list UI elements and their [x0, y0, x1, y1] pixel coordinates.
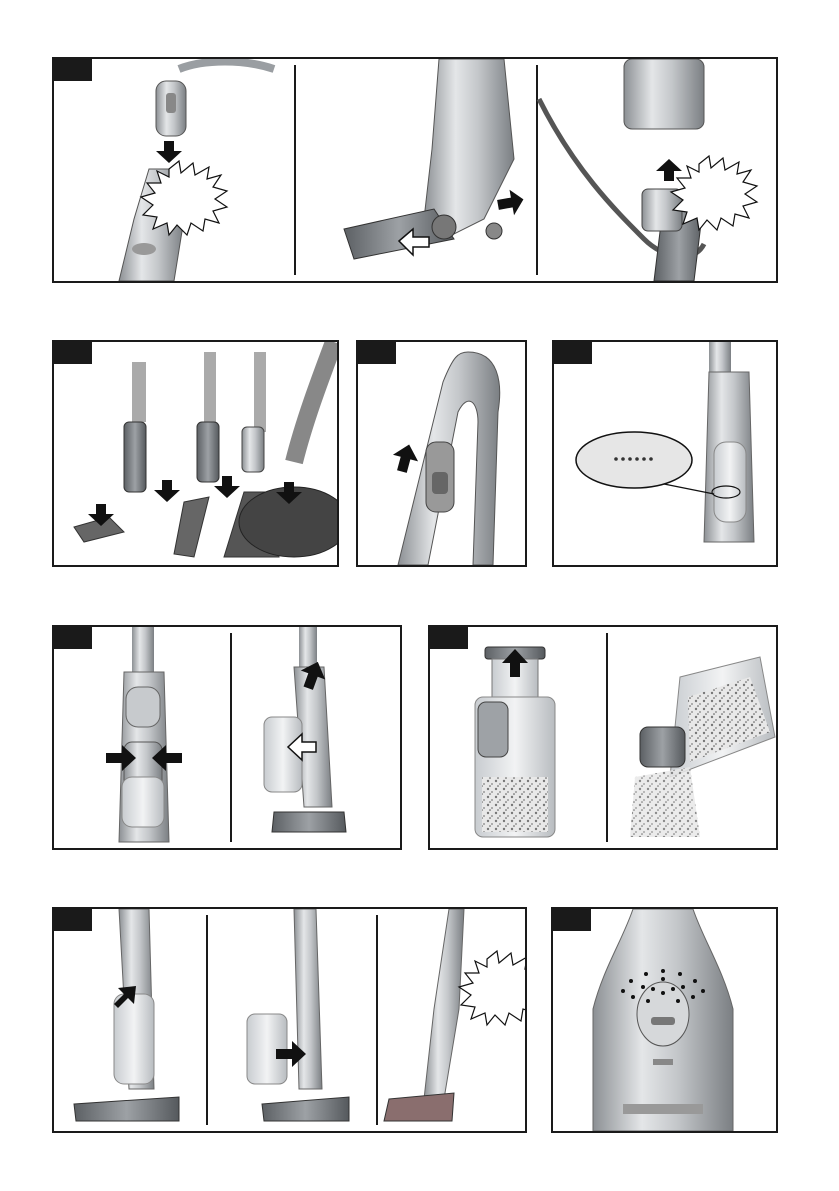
- figure-8-panel: [551, 907, 778, 1133]
- vacuum-body-illustration: [119, 627, 169, 842]
- figure-4-illustration: [554, 342, 776, 565]
- accessories-illustration: [74, 342, 337, 557]
- figure-1-panel: [52, 57, 778, 283]
- arrow-icon: [156, 141, 182, 163]
- arrow-icon: [154, 480, 180, 502]
- figure-4-panel: [552, 340, 778, 567]
- figure-5-illustration: [54, 627, 400, 848]
- click-burst-icon: [459, 951, 525, 1025]
- magnifier-callout: [576, 432, 714, 494]
- arrow-icon: [389, 441, 421, 475]
- figure-3-illustration: [358, 342, 525, 565]
- vacuum-illustration: [247, 909, 349, 1121]
- empty-container-illustration: [630, 657, 775, 837]
- figure-7-illustration: [54, 909, 525, 1131]
- handle-tube-illustration: [119, 62, 274, 282]
- vacuum-closeup-illustration: [593, 909, 733, 1131]
- figure-5-panel: [52, 625, 402, 850]
- vacuum-open-illustration: [264, 627, 346, 832]
- figure-1-illustration: [54, 59, 776, 281]
- figure-2-panel: [52, 340, 339, 567]
- arrow-icon: [496, 188, 526, 218]
- vacuum-body-illustration: [704, 342, 754, 542]
- vacuum-illustration: [384, 909, 464, 1121]
- figure-3-panel: [356, 340, 527, 567]
- nozzle-illustration: [344, 59, 514, 259]
- figure-2-illustration: [54, 342, 337, 565]
- figure-7-panel: [52, 907, 527, 1133]
- figure-6-illustration: [430, 627, 776, 848]
- vacuum-illustration: [74, 909, 179, 1121]
- figure-8-illustration: [553, 909, 776, 1131]
- figure-6-panel: [428, 625, 778, 850]
